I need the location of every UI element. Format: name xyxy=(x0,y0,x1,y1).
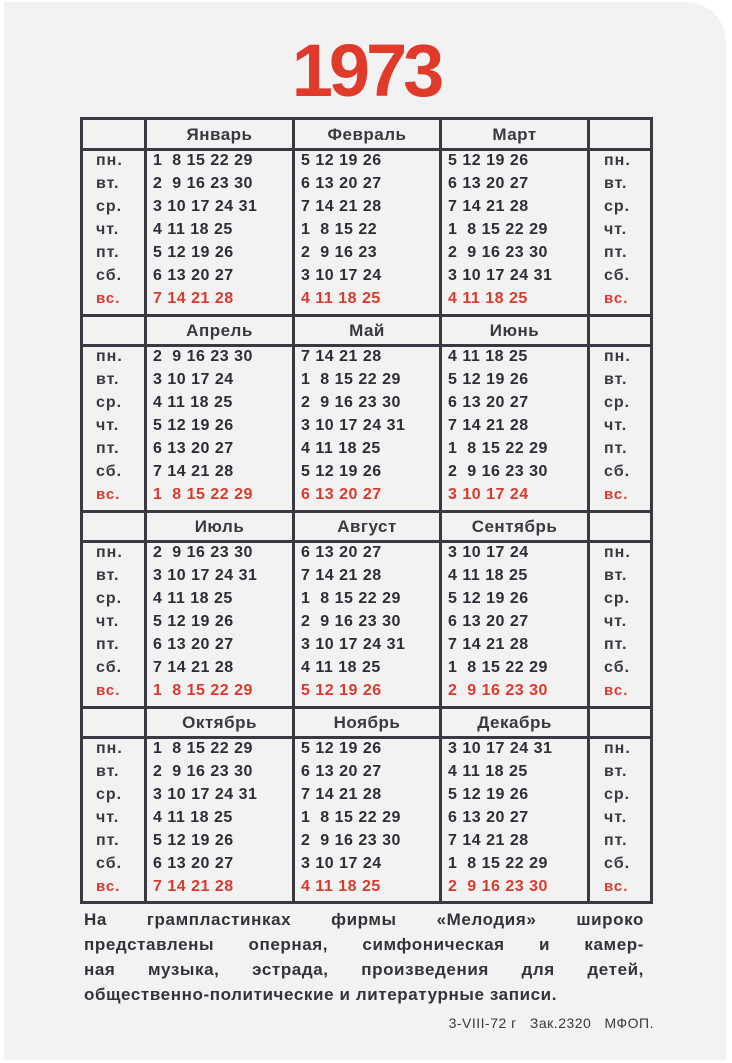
day-row: 2 9 16 23 30 xyxy=(153,175,253,192)
day-row: 2 9 16 23 30 xyxy=(448,878,548,895)
weekday-right-4: чт. xyxy=(604,613,628,630)
day-row: 3 10 17 24 xyxy=(301,855,382,872)
day-row: 1 8 15 22 29 xyxy=(448,855,548,872)
footer-advertisement xyxy=(84,907,644,1007)
column-divider xyxy=(292,120,295,901)
day-row: 5 12 19 26 xyxy=(153,244,234,261)
weekday-right-2: вт. xyxy=(604,371,628,388)
day-row: 3 10 17 24 xyxy=(448,544,529,561)
day-row: 4 11 18 25 xyxy=(153,590,233,607)
footer-line: На грампластинках фирмы «Мелодия» широко xyxy=(84,910,644,929)
weekday-left-7: вс. xyxy=(96,486,121,503)
weekday-left-6: сб. xyxy=(96,463,123,480)
day-row: 6 13 20 27 xyxy=(153,440,234,457)
weekday-left-2: вт. xyxy=(96,371,120,388)
column-divider xyxy=(587,120,590,901)
weekday-right-5: пт. xyxy=(604,636,628,653)
day-row: 6 13 20 27 xyxy=(301,486,382,503)
header-divider xyxy=(83,736,650,739)
day-row: 2 9 16 23 30 xyxy=(153,763,253,780)
weekday-right-7: вс. xyxy=(604,682,629,699)
day-row: 4 11 18 25 xyxy=(301,878,381,895)
day-row: 1 8 15 22 29 xyxy=(153,152,253,169)
day-row: 4 11 18 25 xyxy=(448,290,528,307)
weekday-left-6: сб. xyxy=(96,659,123,676)
day-row: 6 13 20 27 xyxy=(301,763,382,780)
day-row: 7 14 21 28 xyxy=(448,636,529,653)
day-row: 1 8 15 22 29 xyxy=(153,682,253,699)
weekday-left-2: вт. xyxy=(96,567,120,584)
weekday-left-1: пн. xyxy=(96,740,123,757)
day-row: 7 14 21 28 xyxy=(301,198,382,215)
month-name: Июль xyxy=(194,517,245,536)
print-imprint: 3-VIII-72 г Зак.2320 МФОП. xyxy=(448,1015,654,1031)
day-row: 6 13 20 27 xyxy=(448,175,529,192)
month-name: Март xyxy=(492,125,537,144)
day-row: 2 9 16 23 30 xyxy=(301,394,401,411)
weekday-right-1: пн. xyxy=(604,740,631,757)
weekday-left-4: чт. xyxy=(96,417,120,434)
day-row: 2 9 16 23 30 xyxy=(301,832,401,849)
day-row: 7 14 21 28 xyxy=(153,290,234,307)
header-divider xyxy=(83,148,650,151)
day-row: 4 11 18 25 xyxy=(153,809,233,826)
day-row: 7 14 21 28 xyxy=(153,659,234,676)
day-row: 3 10 17 24 31 xyxy=(153,567,258,584)
header-divider xyxy=(83,344,650,347)
day-row: 2 9 16 23 30 xyxy=(448,682,548,699)
day-row: 3 10 17 24 xyxy=(448,486,529,503)
weekday-left-4: чт. xyxy=(96,221,120,238)
weekday-left-1: пн. xyxy=(96,348,123,365)
day-row: 6 13 20 27 xyxy=(153,267,234,284)
day-row: 5 12 19 26 xyxy=(301,463,382,480)
month-name: Май xyxy=(349,321,385,340)
column-divider xyxy=(439,120,442,901)
day-row: 3 10 17 24 31 xyxy=(153,198,258,215)
day-row: 1 8 15 22 29 xyxy=(153,740,253,757)
month-name: Декабрь xyxy=(477,713,552,732)
weekday-right-3: ср. xyxy=(604,590,631,607)
day-row: 4 11 18 25 xyxy=(301,659,381,676)
weekday-left-6: сб. xyxy=(96,855,123,872)
day-row: 4 11 18 25 xyxy=(301,440,381,457)
quarter-divider xyxy=(83,314,650,317)
weekday-right-4: чт. xyxy=(604,221,628,238)
day-row: 1 8 15 22 29 xyxy=(301,590,401,607)
day-row: 3 10 17 24 31 xyxy=(301,636,406,653)
day-row: 6 13 20 27 xyxy=(153,855,234,872)
weekday-right-7: вс. xyxy=(604,290,629,307)
weekday-right-4: чт. xyxy=(604,417,628,434)
weekday-right-6: сб. xyxy=(604,855,631,872)
weekday-right-3: ср. xyxy=(604,786,631,803)
weekday-left-1: пн. xyxy=(96,152,123,169)
day-row: 5 12 19 26 xyxy=(448,590,529,607)
day-row: 5 12 19 26 xyxy=(153,832,234,849)
year-title: 1973 xyxy=(291,29,441,112)
month-name: Апрель xyxy=(186,321,253,340)
day-row: 7 14 21 28 xyxy=(153,878,234,895)
day-row: 7 14 21 28 xyxy=(301,786,382,803)
day-row: 6 13 20 27 xyxy=(301,175,382,192)
day-row: 4 11 18 25 xyxy=(153,221,233,238)
day-row: 4 11 18 25 xyxy=(448,763,528,780)
weekday-right-2: вт. xyxy=(604,175,628,192)
weekday-left-6: сб. xyxy=(96,267,123,284)
weekday-left-4: чт. xyxy=(96,809,120,826)
quarter-divider xyxy=(83,510,650,513)
weekday-right-6: сб. xyxy=(604,659,631,676)
month-name: Октябрь xyxy=(182,713,257,732)
weekday-left-5: пт. xyxy=(96,636,120,653)
weekday-left-3: ср. xyxy=(96,198,123,215)
day-row: 3 10 17 24 31 xyxy=(448,267,553,284)
day-row: 4 11 18 25 xyxy=(448,348,528,365)
day-row: 6 13 20 27 xyxy=(301,544,382,561)
weekday-left-5: пт. xyxy=(96,832,120,849)
day-row: 1 8 15 22 29 xyxy=(448,221,548,238)
day-row: 1 8 15 22 29 xyxy=(448,659,548,676)
weekday-right-6: сб. xyxy=(604,463,631,480)
weekday-left-7: вс. xyxy=(96,878,121,895)
month-name: Сентябрь xyxy=(471,517,558,536)
day-row: 6 13 20 27 xyxy=(448,809,529,826)
day-row: 3 10 17 24 31 xyxy=(153,786,258,803)
weekday-left-5: пт. xyxy=(96,440,120,457)
weekday-left-1: пн. xyxy=(96,544,123,561)
day-row: 1 8 15 22 29 xyxy=(301,809,401,826)
weekday-right-3: ср. xyxy=(604,198,631,215)
footer-line: общественно-политические и литературные записи. xyxy=(84,985,558,1004)
weekday-left-7: вс. xyxy=(96,682,121,699)
day-row: 7 14 21 28 xyxy=(448,832,529,849)
day-row: 3 10 17 24 xyxy=(153,371,234,388)
day-row: 5 12 19 26 xyxy=(448,152,529,169)
weekday-left-2: вт. xyxy=(96,763,120,780)
day-row: 5 12 19 26 xyxy=(301,152,382,169)
day-row: 2 9 16 23 30 xyxy=(448,244,548,261)
day-row: 7 14 21 28 xyxy=(301,567,382,584)
weekday-right-1: пн. xyxy=(604,348,631,365)
day-row: 2 9 16 23 30 xyxy=(153,544,253,561)
day-row: 4 11 18 25 xyxy=(153,394,233,411)
day-row: 2 9 16 23 xyxy=(301,244,378,261)
day-row: 5 12 19 26 xyxy=(301,740,382,757)
weekday-right-7: вс. xyxy=(604,878,629,895)
weekday-left-7: вс. xyxy=(96,290,121,307)
day-row: 5 12 19 26 xyxy=(153,417,234,434)
month-name: Ноябрь xyxy=(333,713,401,732)
header-divider xyxy=(83,540,650,543)
weekday-right-1: пн. xyxy=(604,152,631,169)
day-row: 6 13 20 27 xyxy=(448,394,529,411)
day-row: 1 8 15 22 29 xyxy=(153,486,253,503)
day-row: 7 14 21 28 xyxy=(448,198,529,215)
weekday-right-7: вс. xyxy=(604,486,629,503)
day-row: 6 13 20 27 xyxy=(153,636,234,653)
weekday-left-4: чт. xyxy=(96,613,120,630)
day-row: 7 14 21 28 xyxy=(301,348,382,365)
quarter-divider xyxy=(83,706,650,709)
month-name: Январь xyxy=(186,125,253,144)
weekday-right-5: пт. xyxy=(604,244,628,261)
day-row: 3 10 17 24 31 xyxy=(448,740,553,757)
weekday-left-3: ср. xyxy=(96,394,123,411)
day-row: 6 13 20 27 xyxy=(448,613,529,630)
day-row: 3 10 17 24 31 xyxy=(301,417,406,434)
calendar-grid xyxy=(80,117,653,904)
day-row: 2 9 16 23 30 xyxy=(301,613,401,630)
month-name: Февраль xyxy=(327,125,407,144)
day-row: 2 9 16 23 30 xyxy=(153,348,253,365)
day-row: 4 11 18 25 xyxy=(301,290,381,307)
weekday-right-3: ср. xyxy=(604,394,631,411)
weekday-right-5: пт. xyxy=(604,440,628,457)
day-row: 7 14 21 28 xyxy=(448,417,529,434)
month-name: Август xyxy=(337,517,397,536)
weekday-right-6: сб. xyxy=(604,267,631,284)
weekday-left-3: ср. xyxy=(96,590,123,607)
weekday-right-2: вт. xyxy=(604,763,628,780)
footer-line: представлены оперная, симфоническая и камер- xyxy=(84,935,644,954)
weekday-right-4: чт. xyxy=(604,809,628,826)
weekday-right-2: вт. xyxy=(604,567,628,584)
day-row: 1 8 15 22 29 xyxy=(301,371,401,388)
day-row: 5 12 19 26 xyxy=(301,682,382,699)
day-row: 4 11 18 25 xyxy=(448,567,528,584)
day-row: 5 12 19 26 xyxy=(448,371,529,388)
weekday-right-1: пн. xyxy=(604,544,631,561)
weekday-right-5: пт. xyxy=(604,832,628,849)
day-row: 5 12 19 26 xyxy=(153,613,234,630)
weekday-left-2: вт. xyxy=(96,175,120,192)
day-row: 1 8 15 22 xyxy=(301,221,378,238)
footer-line: ная музыка, эстрада, произведения для детей, xyxy=(84,960,644,979)
day-row: 1 8 15 22 29 xyxy=(448,440,548,457)
column-divider xyxy=(144,120,147,901)
weekday-left-3: ср. xyxy=(96,786,123,803)
weekday-left-5: пт. xyxy=(96,244,120,261)
day-row: 7 14 21 28 xyxy=(153,463,234,480)
day-row: 3 10 17 24 xyxy=(301,267,382,284)
day-row: 2 9 16 23 30 xyxy=(448,463,548,480)
day-row: 5 12 19 26 xyxy=(448,786,529,803)
month-name: Июнь xyxy=(489,321,540,340)
